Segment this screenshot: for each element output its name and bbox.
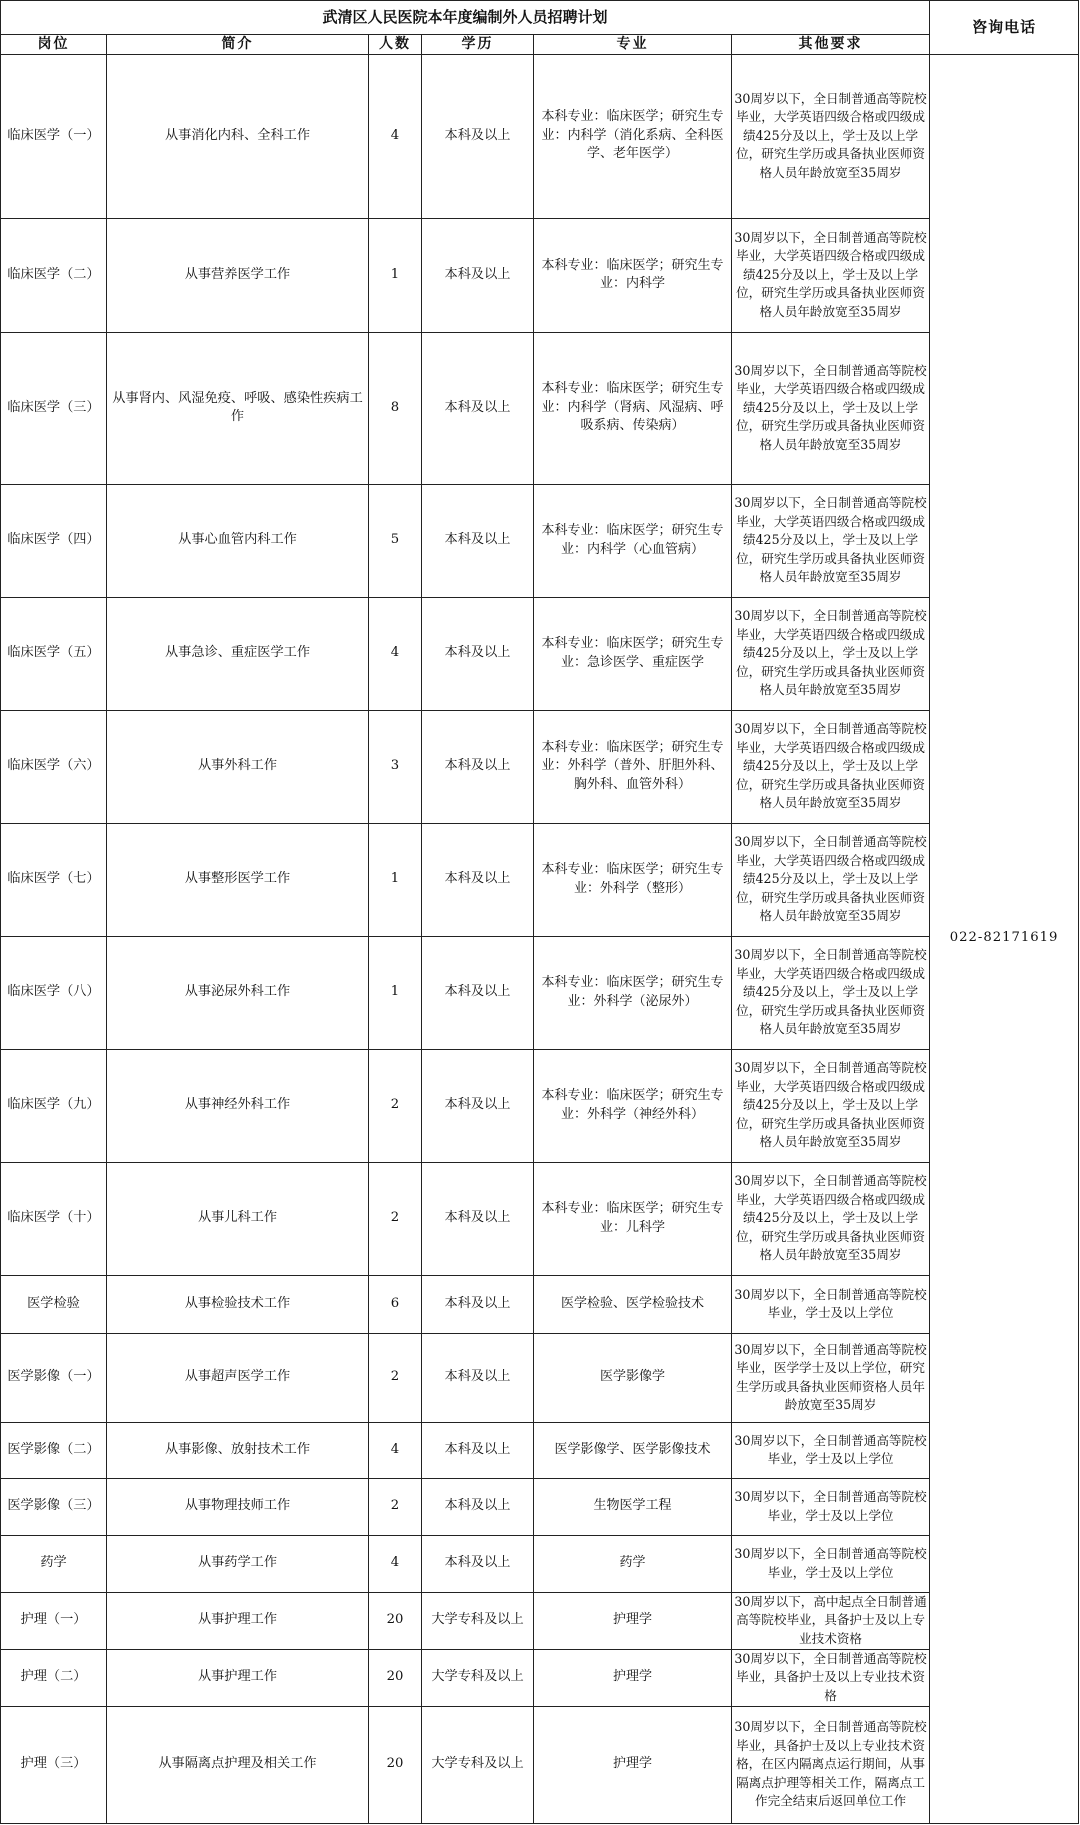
post-cell: 临床医学（七） [1, 823, 107, 936]
post-cell: 医学影像（三） [1, 1478, 107, 1535]
count-cell: 1 [369, 823, 422, 936]
col-header-post: 岗位 [1, 35, 107, 55]
count-cell: 4 [369, 1422, 422, 1478]
table-row [1, 597, 1079, 710]
col-header-count: 人数 [369, 35, 422, 55]
table-row [1, 54, 1079, 218]
post-cell: 药学 [1, 1535, 107, 1592]
post-cell: 医学检验 [1, 1275, 107, 1333]
post-cell: 临床医学（八） [1, 936, 107, 1049]
table-row [1, 332, 1079, 484]
col-header-major: 专业 [534, 35, 732, 55]
consult-header: 咨询电话 [930, 1, 1079, 55]
count-cell: 20 [369, 1706, 422, 1823]
education-cell: 本科及以上 [422, 1275, 534, 1333]
intro-cell: 从事营养医学工作 [107, 218, 369, 332]
table-row [1, 1592, 1079, 1649]
education-cell: 本科及以上 [422, 710, 534, 823]
education-cell: 本科及以上 [422, 1422, 534, 1478]
post-cell: 护理（三） [1, 1706, 107, 1823]
education-cell: 本科及以上 [422, 332, 534, 484]
education-cell: 本科及以上 [422, 597, 534, 710]
major-cell: 护理学 [534, 1706, 732, 1823]
education-cell: 本科及以上 [422, 823, 534, 936]
requirements-cell: 30周岁以下，高中起点全日制普通高等院校毕业，具备护士及以上专业技术资格 [732, 1592, 930, 1649]
intro-cell: 从事物理技师工作 [107, 1478, 369, 1535]
intro-cell: 从事护理工作 [107, 1592, 369, 1649]
post-cell: 护理（一） [1, 1592, 107, 1649]
major-cell: 生物医学工程 [534, 1478, 732, 1535]
major-cell: 医学影像学 [534, 1333, 732, 1422]
count-cell: 4 [369, 1535, 422, 1592]
table-row [1, 1706, 1079, 1823]
title-row [1, 1, 1079, 35]
count-cell: 20 [369, 1592, 422, 1649]
post-cell: 临床医学（一） [1, 54, 107, 218]
intro-cell: 从事检验技术工作 [107, 1275, 369, 1333]
intro-cell: 从事影像、放射技术工作 [107, 1422, 369, 1478]
count-cell: 6 [369, 1275, 422, 1333]
table-row [1, 1049, 1079, 1162]
education-cell: 本科及以上 [422, 1535, 534, 1592]
requirements-cell: 30周岁以下，全日制普通高等院校毕业，具备护士及以上专业技术资格，在区内隔离点运行期间，从事隔离点护理等相关工作，隔离点工作完全结束后返回单位工作 [732, 1706, 930, 1823]
intro-cell: 从事外科工作 [107, 710, 369, 823]
requirements-cell: 30周岁以下，全日制普通高等院校毕业，大学英语四级合格或四级成绩425分及以上，学士及以上学位，研究生学历或具备执业医师资格人员年龄放宽至35周岁 [732, 484, 930, 597]
requirements-cell: 30周岁以下，全日制普通高等院校毕业，大学英语四级合格或四级成绩425分及以上，学士及以上学位，研究生学历或具备执业医师资格人员年龄放宽至35周岁 [732, 823, 930, 936]
post-cell: 临床医学（三） [1, 332, 107, 484]
table-row [1, 1478, 1079, 1535]
count-cell: 2 [369, 1049, 422, 1162]
count-cell: 1 [369, 936, 422, 1049]
intro-cell: 从事神经外科工作 [107, 1049, 369, 1162]
post-cell: 医学影像（一） [1, 1333, 107, 1422]
education-cell: 本科及以上 [422, 1162, 534, 1275]
intro-cell: 从事药学工作 [107, 1535, 369, 1592]
major-cell: 本科专业：临床医学；研究生专业：内科学（肾病、风湿病、呼吸系病、传染病） [534, 332, 732, 484]
major-cell: 药学 [534, 1535, 732, 1592]
education-cell: 本科及以上 [422, 484, 534, 597]
table-row [1, 936, 1079, 1049]
table-row [1, 1649, 1079, 1706]
header-row [1, 35, 1079, 55]
table-row [1, 1275, 1079, 1333]
intro-cell: 从事消化内科、全科工作 [107, 54, 369, 218]
intro-cell: 从事急诊、重症医学工作 [107, 597, 369, 710]
count-cell: 2 [369, 1162, 422, 1275]
requirements-cell: 30周岁以下，全日制普通高等院校毕业，具备护士及以上专业技术资格 [732, 1649, 930, 1706]
table-row [1, 710, 1079, 823]
requirements-cell: 30周岁以下，全日制普通高等院校毕业，学士及以上学位 [732, 1478, 930, 1535]
education-cell: 本科及以上 [422, 1049, 534, 1162]
education-cell: 本科及以上 [422, 1478, 534, 1535]
education-cell: 本科及以上 [422, 936, 534, 1049]
requirements-cell: 30周岁以下，全日制普通高等院校毕业，大学英语四级合格或四级成绩425分及以上，学士及以上学位，研究生学历或具备执业医师资格人员年龄放宽至35周岁 [732, 332, 930, 484]
major-cell: 本科专业：临床医学；研究生专业：内科学（消化系病、全科医学、老年医学） [534, 54, 732, 218]
requirements-cell: 30周岁以下，全日制普通高等院校毕业，大学英语四级合格或四级成绩425分及以上，学士及以上学位，研究生学历或具备执业医师资格人员年龄放宽至35周岁 [732, 710, 930, 823]
post-cell: 临床医学（四） [1, 484, 107, 597]
post-cell: 医学影像（二） [1, 1422, 107, 1478]
requirements-cell: 30周岁以下，全日制普通高等院校毕业，大学英语四级合格或四级成绩425分及以上，学士及以上学位，研究生学历或具备执业医师资格人员年龄放宽至35周岁 [732, 1162, 930, 1275]
requirements-cell: 30周岁以下，全日制普通高等院校毕业，学士及以上学位 [732, 1535, 930, 1592]
intro-cell: 从事隔离点护理及相关工作 [107, 1706, 369, 1823]
post-cell: 临床医学（二） [1, 218, 107, 332]
count-cell: 20 [369, 1649, 422, 1706]
count-cell: 2 [369, 1333, 422, 1422]
intro-cell: 从事泌尿外科工作 [107, 936, 369, 1049]
table-row [1, 484, 1079, 597]
requirements-cell: 30周岁以下，全日制普通高等院校毕业，大学英语四级合格或四级成绩425分及以上，学士及以上学位，研究生学历或具备执业医师资格人员年龄放宽至35周岁 [732, 936, 930, 1049]
count-cell: 2 [369, 1478, 422, 1535]
major-cell: 本科专业：临床医学；研究生专业：外科学（普外、肝胆外科、胸外科、血管外科） [534, 710, 732, 823]
table-row [1, 1333, 1079, 1422]
intro-cell: 从事护理工作 [107, 1649, 369, 1706]
major-cell: 本科专业：临床医学；研究生专业：外科学（泌尿外） [534, 936, 732, 1049]
requirements-cell: 30周岁以下，全日制普通高等院校毕业，大学英语四级合格或四级成绩425分及以上，学士及以上学位，研究生学历或具备执业医师资格人员年龄放宽至35周岁 [732, 54, 930, 218]
requirements-cell: 30周岁以下，全日制普通高等院校毕业，大学英语四级合格或四级成绩425分及以上，学士及以上学位，研究生学历或具备执业医师资格人员年龄放宽至35周岁 [732, 218, 930, 332]
intro-cell: 从事心血管内科工作 [107, 484, 369, 597]
intro-cell: 从事超声医学工作 [107, 1333, 369, 1422]
major-cell: 本科专业：临床医学；研究生专业：外科学（整形） [534, 823, 732, 936]
post-cell: 临床医学（五） [1, 597, 107, 710]
table-row [1, 1422, 1079, 1478]
table-row [1, 1535, 1079, 1592]
major-cell: 本科专业：临床医学；研究生专业：急诊医学、重症医学 [534, 597, 732, 710]
intro-cell: 从事肾内、风湿免疫、呼吸、感染性疾病工作 [107, 332, 369, 484]
count-cell: 5 [369, 484, 422, 597]
post-cell: 临床医学（六） [1, 710, 107, 823]
major-cell: 本科专业：临床医学；研究生专业：儿科学 [534, 1162, 732, 1275]
intro-cell: 从事儿科工作 [107, 1162, 369, 1275]
major-cell: 本科专业：临床医学；研究生专业：内科学 [534, 218, 732, 332]
count-cell: 1 [369, 218, 422, 332]
requirements-cell: 30周岁以下，全日制普通高等院校毕业，医学学士及以上学位，研究生学历或具备执业医师资格人员年龄放宽至35周岁 [732, 1333, 930, 1422]
post-cell: 护理（二） [1, 1649, 107, 1706]
table-row [1, 823, 1079, 936]
post-cell: 临床医学（十） [1, 1162, 107, 1275]
major-cell: 医学检验、医学检验技术 [534, 1275, 732, 1333]
major-cell: 医学影像学、医学影像技术 [534, 1422, 732, 1478]
table-row [1, 218, 1079, 332]
education-cell: 本科及以上 [422, 218, 534, 332]
table-row [1, 1162, 1079, 1275]
requirements-cell: 30周岁以下，全日制普通高等院校毕业，学士及以上学位 [732, 1275, 930, 1333]
major-cell: 本科专业：临床医学；研究生专业：内科学（心血管病） [534, 484, 732, 597]
col-header-intro: 简介 [107, 35, 369, 55]
education-cell: 本科及以上 [422, 54, 534, 218]
major-cell: 护理学 [534, 1649, 732, 1706]
count-cell: 4 [369, 597, 422, 710]
major-cell: 本科专业：临床医学；研究生专业：外科学（神经外科） [534, 1049, 732, 1162]
intro-cell: 从事整形医学工作 [107, 823, 369, 936]
consult-phone: 022-82171619 [930, 54, 1079, 1823]
table-title: 武清区人民医院本年度编制外人员招聘计划 [1, 1, 930, 35]
count-cell: 4 [369, 54, 422, 218]
major-cell: 护理学 [534, 1592, 732, 1649]
col-header-education: 学历 [422, 35, 534, 55]
count-cell: 8 [369, 332, 422, 484]
education-cell: 本科及以上 [422, 1333, 534, 1422]
col-header-requirements: 其他要求 [732, 35, 930, 55]
requirements-cell: 30周岁以下，全日制普通高等院校毕业，大学英语四级合格或四级成绩425分及以上，学士及以上学位，研究生学历或具备执业医师资格人员年龄放宽至35周岁 [732, 597, 930, 710]
education-cell: 大学专科及以上 [422, 1592, 534, 1649]
education-cell: 大学专科及以上 [422, 1706, 534, 1823]
education-cell: 大学专科及以上 [422, 1649, 534, 1706]
requirements-cell: 30周岁以下，全日制普通高等院校毕业，大学英语四级合格或四级成绩425分及以上，学士及以上学位，研究生学历或具备执业医师资格人员年龄放宽至35周岁 [732, 1049, 930, 1162]
post-cell: 临床医学（九） [1, 1049, 107, 1162]
requirements-cell: 30周岁以下，全日制普通高等院校毕业，学士及以上学位 [732, 1422, 930, 1478]
count-cell: 3 [369, 710, 422, 823]
